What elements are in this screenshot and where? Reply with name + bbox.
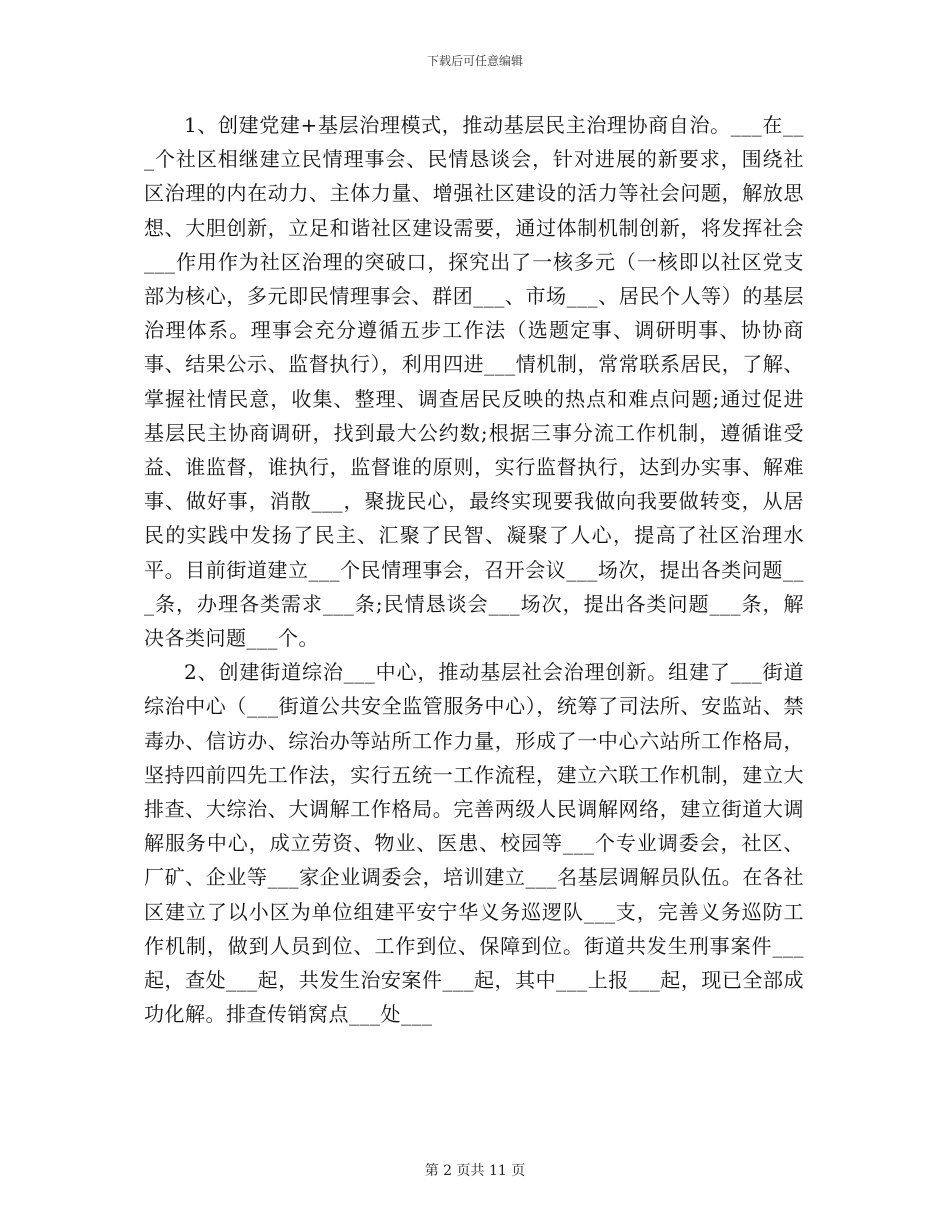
paragraph-1: 1、创建党建+基层治理模式，推动基层民主治理协商自治。___在___个社区相继建立民情理事会、民情恳谈会，针对进展的新要求，围绕社区治理的内在动力、主体力量、增强社区建设的活力等社会问题，解放思想、大胆创新，立足和谐社区建设需要，通过体制机制创新，将发挥社会___作用作为社区治理的突破口，探究出了一核多元（一核即以社区党支部为核心，多元即民情理事会、群团___、市场___、居民个人等）的基层治理体系。理事会充分遵循五步工作法（选题定事、调研明事、协协商事、结果公示、监督执行），利用四进___情机制，常常联系居民，了解、掌握社情民意，收集、整理、调查居民反映的热点和难点问题;通过促进基层民主协商调研，找到最大公约数;根据三事分流工作机制，遵循谁受益、谁监督，谁执行，监督谁的原则，实行监督执行，达到办实事、解难事、做好事，消散___，聚拢民心，最终实现要我做向我要做转变，从居民的实践中发扬了民主、汇聚了民智、凝聚了人心，提高了社区治理水平。目前街道建立___个民情理事会，召开会议___场次，提出各类问题___条，办理各类需求___条;民情恳谈会___场次，提出各类问题___条，解决各类问题___个。 (144, 113, 804, 651)
page-footer: 第 2 页共 11 页 (424, 1163, 526, 1179)
paragraph-2: 2、创建街道综治___中心，推动基层社会治理创新。组建了___街道综治中心（___街道公共安全监管服务中心），统筹了司法所、安监站、禁毒办、信访办、综治办等站所工作力量，形成了一中心六站所工作格局，坚持四前四先工作法，实行五统一工作流程，建立六联工作机制，建立大排查、大综治、大调解工作格局。完善两级人民调解网络，建立街道大调解服务中心，成立劳资、物业、医患、校园等___个专业调委会，社区、厂矿、企业等___家企业调委会，培训建立___名基层调解员队伍。在各社区建立了以小区为单位组建平安宁华义务巡逻队___支，完善义务巡防工作机制，做到人员到位、工作到位、保障到位。街道共发生刑事案件___起，查处___起，共发生治安案件___起，其中___上报___起，现已全部成功化解。排查传销窝点___处___ (144, 660, 804, 1027)
document-body (144, 108, 804, 1031)
page-header: 下载后可任意编辑 (426, 54, 523, 68)
